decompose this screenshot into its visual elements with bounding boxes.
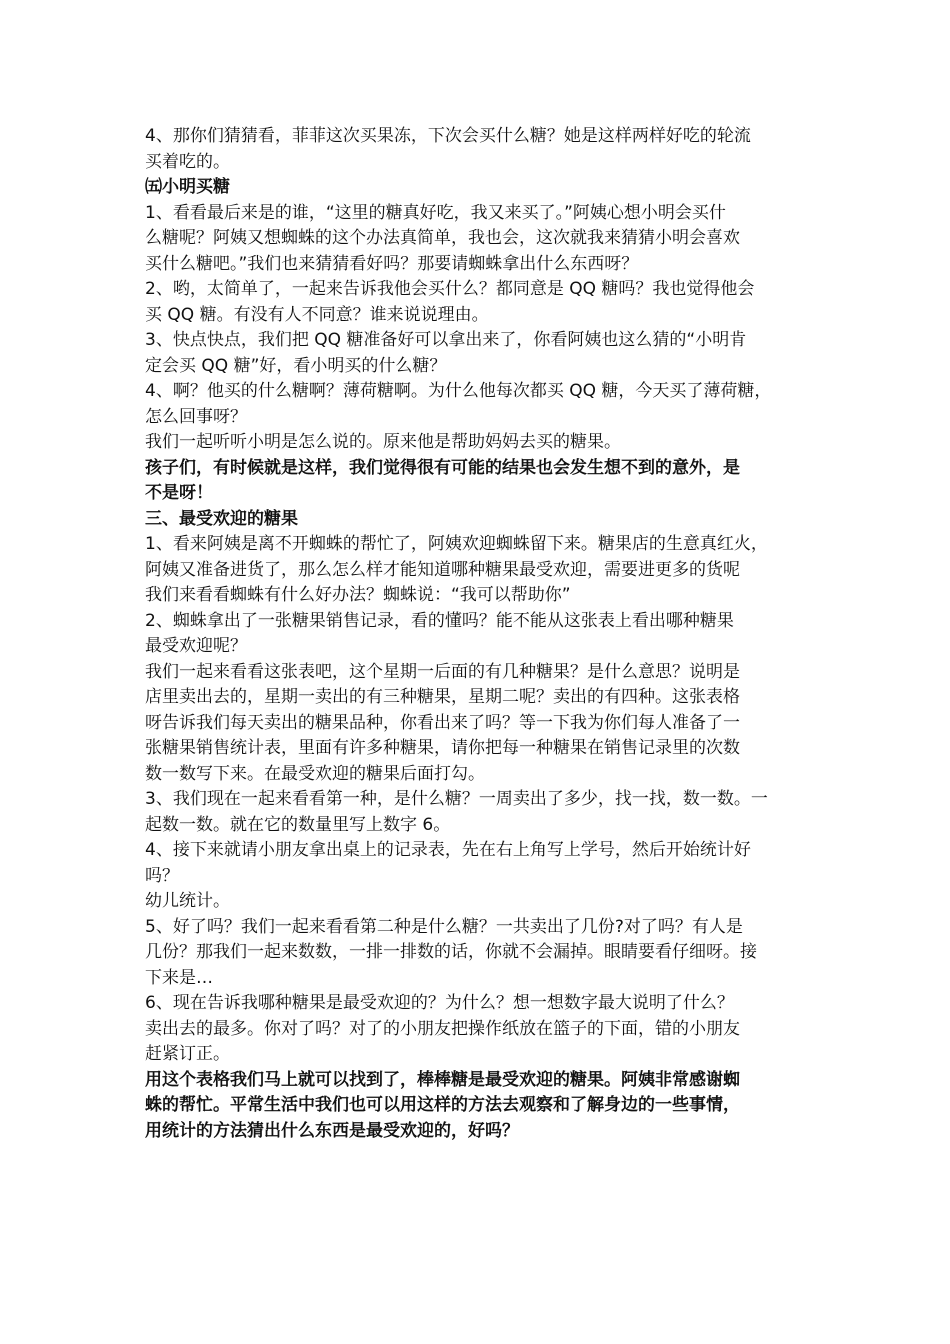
text-line: 4、啊？他买的什么糖啊？薄荷糖啊。为什么他每次都买 QQ 糖，今天买了薄荷糖， <box>145 381 772 401</box>
text-line: 4、那你们猜猜看，菲菲这次买果冻，下次会买什么糖？她是这样两样好吃的轮流 <box>145 126 751 146</box>
text-line: 我们来看看蜘蛛有什么好办法？蜘蛛说：“我可以帮助你” <box>145 585 571 605</box>
text-line: 最受欢迎呢？ <box>145 636 247 656</box>
text-line: 下来是… <box>145 967 213 988</box>
text-line: 卖出去的最多。你对了吗？对了的小朋友把操作纸放在篮子的下面，错的小朋友 <box>145 1018 740 1039</box>
text-line: 2、蜘蛛拿出了一张糖果销售记录，看的懂吗？能不能从这张表上看出哪种糖果 <box>145 610 734 631</box>
text-line: 4、接下来就请小朋友拿出桌上的记录表，先在右上角写上学号，然后开始统计好 <box>145 840 751 860</box>
bold-text-line: 三、最受欢迎的糖果 <box>145 508 298 529</box>
text-line: 店里卖出去的，星期一卖出的有三种糖果，星期二呢？卖出的有四种。这张表格 <box>145 687 740 707</box>
text-line: 2、哟，太简单了，一起来告诉我他会买什么？都同意是 QQ 糖吗？我也觉得他会 <box>145 279 755 299</box>
text-line: 怎么回事呀？ <box>145 406 247 427</box>
text-line: 我们一起来看看这张表吧，这个星期一后面的有几种糖果？是什么意思？说明是 <box>145 661 740 682</box>
text-line: 么糖呢？阿姨又想蜘蛛的这个办法真简单，我也会，这次就我来猜猜小明会喜欢 <box>145 228 740 248</box>
text-line: 买着吃的。 <box>145 151 230 172</box>
text-line: 买什么糖吧。”我们也来猜猜看好吗？那要请蜘蛛拿出什么东西呀？ <box>145 253 639 274</box>
text-line: 赶紧订正。 <box>145 1044 230 1064</box>
bold-text-line: 用统计的方法猜出什么东西是最受欢迎的，好吗？ <box>145 1120 519 1141</box>
bold-text-line: 不是呀！ <box>145 483 213 503</box>
text-line: 数一数写下来。在最受欢迎的糖果后面打勾。 <box>145 763 485 784</box>
text-line: 我们一起听听小明是怎么说的。原来他是帮助妈妈去买的糖果。 <box>145 432 621 452</box>
text-line: 买 QQ 糖。有没有人不同意？谁来说说理由。 <box>145 304 489 325</box>
text-line: 呀告诉我们每天卖出的糖果品种，你看出来了吗？等一下我为你们每人准备了一 <box>145 712 740 733</box>
text-line: 吗？ <box>145 865 179 886</box>
document-body <box>145 124 815 1144</box>
text-line: 6、现在告诉我哪种糖果是最受欢迎的？为什么？想一想数字最大说明了什么？ <box>145 993 734 1013</box>
bold-text-line: ㈤小明买糖 <box>145 177 230 197</box>
text-line: 定会买 QQ 糖”好，看小明买的什么糖？ <box>145 355 447 376</box>
bold-text-line: 蛛的帮忙。平常生活中我们也可以用这样的方法去观察和了解身边的一些事情， <box>145 1095 740 1115</box>
text-line: 幼儿统计。 <box>145 891 230 911</box>
text-line: 3、我们现在一起来看看第一种，是什么糖？一周卖出了多少，找一找，数一数。一 <box>145 789 768 809</box>
text-line: 5、好了吗？我们一起来看看第二种是什么糖？一共卖出了几份?对了吗？有人是 <box>145 916 743 937</box>
text-line: 几份？那我们一起来数数，一排一排数的话，你就不会漏掉。眼睛要看仔细呀。接 <box>145 942 757 962</box>
bold-text-line: 用这个表格我们马上就可以找到了，棒棒糖是最受欢迎的糖果。阿姨非常感谢蜘 <box>145 1069 740 1090</box>
text-line: 起数一数。就在它的数量里写上数字 6。 <box>145 814 451 835</box>
text-line: 张糖果销售统计表，里面有许多种糖果，请你把每一种糖果在销售记录里的次数 <box>145 738 740 758</box>
text-line: 1、看看最后来是的谁，“这里的糖真好吃，我又来买了。”阿姨心想小明会买什 <box>145 202 726 223</box>
text-line: 1、看来阿姨是离不开蜘蛛的帮忙了，阿姨欢迎蜘蛛留下来。糖果店的生意真红火， <box>145 534 768 554</box>
bold-text-line: 孩子们，有时候就是这样，我们觉得很有可能的结果也会发生想不到的意外，是 <box>145 457 740 478</box>
text-line: 3、快点快点，我们把 QQ 糖准备好可以拿出来了，你看阿姨也这么猜的“小明肯 <box>145 330 747 350</box>
text-line: 阿姨又准备进货了，那么怎么样才能知道哪种糖果最受欢迎，需要进更多的货呢 <box>145 559 740 580</box>
